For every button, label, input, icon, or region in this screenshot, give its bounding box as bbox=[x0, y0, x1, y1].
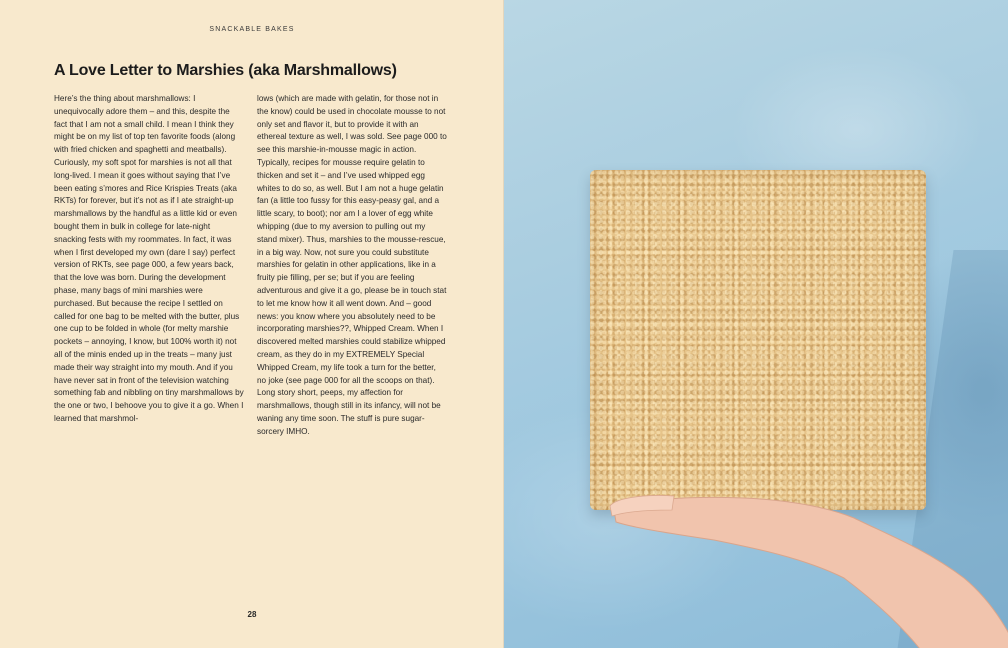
gutter bbox=[503, 0, 504, 648]
text-column-left bbox=[54, 93, 244, 426]
rice-krispie-treat-photo bbox=[590, 170, 926, 510]
hand-icon bbox=[604, 488, 1008, 648]
body-paragraph-left: Here’s the thing about marshmallows: I unequivocally adore them – and this, despite the fact that I am not a small child. I mean I think they might be on my list of top ten favorite foods (along with fried chicken and spaghetti and meatballs). Curiously, my soft spot for marshies is not all that long-lived. I mean it goes without saying that I’ve been eating s’mores and Rice Krispies Treats (aka RKTs) for forever, but it’s not as if I ate straight-up marshmallows by the handful as a little kid or even bought them in bulk in college for late-night snacking fests with my roommates. In fact, it was when I first developed my own (dare I say) perfect version of RKTs, see page 000, a few years back, that the love was born. During the development phase, many bags of mini marshies were purchased. But because the recipe I settled on called for one bag to be melted with the butter, plus one cup to be folded in whole (for melty marshie pockets – annoying, I know, but 100% worth it) not all of the minis ended up in the treats – many just made their way straight into my mouth. And if you have never sat in front of the television watching something fab and nibbling on tiny marshmallows by the one or two, I behoove you to give it a go. When I learned that marshmol- bbox=[54, 94, 244, 423]
running-head: SNACKABLE BAKES bbox=[209, 26, 295, 33]
page-title: A Love Letter to Marshies (aka Marshmallows) bbox=[54, 62, 397, 79]
page-number: 28 bbox=[247, 610, 257, 619]
photo-page bbox=[504, 0, 1008, 648]
body-paragraph-right: lows (which are made with gelatin, for those not in the know) could be used in chocolate mousse to not only set and flavor it, but to provide it with an ethereal texture as well, I was sold. See page 000 to see this marshie-in-mousse magic in action. Typically, recipes for mousse require gelatin to thicken and set it – and I’ve used whipped egg whites to do so, as well. But I am not a huge gelatin fan (a little too fussy for this easy-peasy gal, and a little scary, to boot); nor am I a lover of egg white whipping (due to my aversion to pulling out my stand mixer). Thus, marshies to the mousse-rescue, in a big way. Now, not sure you could substitute marshies for gelatin in other applications, like in a fruity pie filling, per se; but if you are feeling adventurous and give it a go, please be in touch stat to let me know how it all went down. And – good news: you know where you absolutely need to be incorporating marshies??, Whipped Cream. When I discovered melted marshies could stabilize whipped cream, as they do in my EXTREMELY Special Whipped Cream, my life took a turn for the better, no joke (see page 000 for all the scoops on that). Long story short, peeps, my affection for marshmallows, though still in its infancy, will not be waning any time soon. The stuff is pure sugar-sorcery IMHO. bbox=[257, 94, 447, 436]
text-column-right bbox=[257, 93, 447, 439]
